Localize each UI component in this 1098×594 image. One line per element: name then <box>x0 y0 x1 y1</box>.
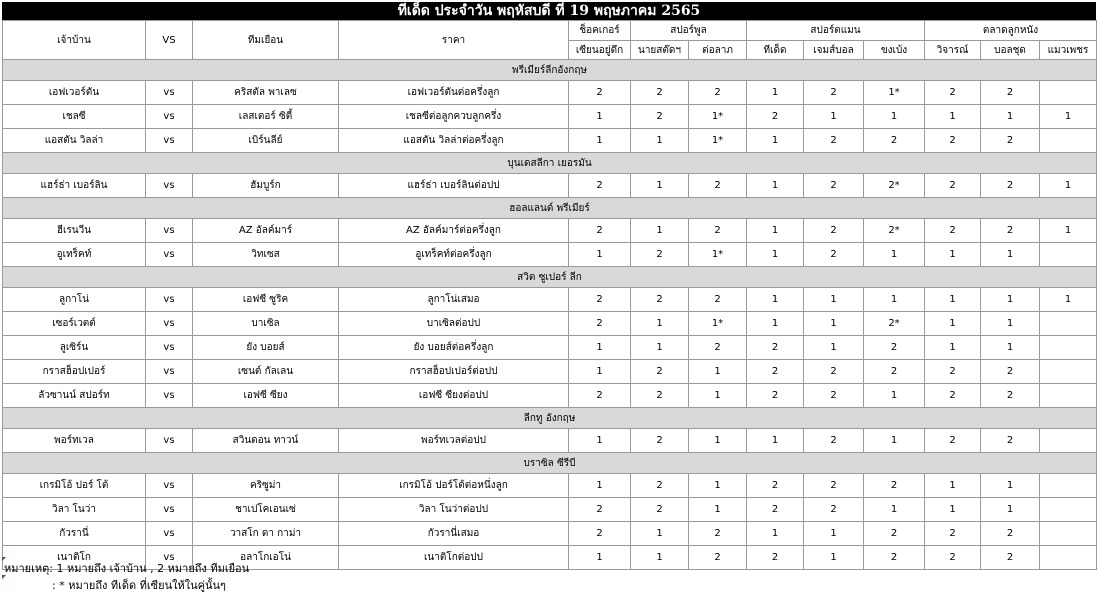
header-price: ราคา <box>339 21 569 60</box>
home-team: ลูกาโน่ <box>3 288 146 312</box>
header-sub: ทีเด็ด <box>747 41 804 60</box>
vs-label: vs <box>146 243 193 267</box>
vs-label: vs <box>146 384 193 408</box>
pick-cell: 2 <box>569 312 631 336</box>
pick-cell: 2 <box>981 174 1040 198</box>
away-team: อลาโกเอโน่ <box>193 546 339 570</box>
pick-cell: 1 <box>981 288 1040 312</box>
pick-cell: 1 <box>689 498 747 522</box>
header-sub: ต่อลาภ <box>689 41 747 60</box>
home-team: ฮีเรนวีน <box>3 219 146 243</box>
vs-label: vs <box>146 429 193 453</box>
pick-cell: 1 <box>864 288 925 312</box>
away-team: ชาเปโคเอนเซ่ <box>193 498 339 522</box>
away-team: ฮัมบูร์ก <box>193 174 339 198</box>
price-line: เชลซีต่อลูกควบลูกครึ่ง <box>339 105 569 129</box>
home-team: กราสฮ็อปเปอร์ <box>3 360 146 384</box>
pick-cell: 2 <box>981 522 1040 546</box>
pick-cell: 1 <box>981 336 1040 360</box>
match-row <box>3 384 1097 408</box>
pick-cell: 2 <box>569 522 631 546</box>
header-sub: เจมส์บอล <box>804 41 864 60</box>
header-home: เจ้าบ้าน <box>3 21 146 60</box>
pick-cell: 2 <box>981 384 1040 408</box>
pick-cell <box>1040 384 1097 408</box>
pick-cell: 1 <box>804 546 864 570</box>
pick-cell: 1 <box>631 129 689 153</box>
away-team: ยัง บอยส์ <box>193 336 339 360</box>
vs-label: vs <box>146 174 193 198</box>
pick-cell: 1 <box>569 429 631 453</box>
away-team: คริสตัล พาเลซ <box>193 81 339 105</box>
pick-cell: 2 <box>981 546 1040 570</box>
pick-cell: 1 <box>864 105 925 129</box>
pick-cell: 1 <box>747 288 804 312</box>
pick-cell: 2 <box>864 336 925 360</box>
pick-cell: 1 <box>804 312 864 336</box>
match-row <box>3 360 1097 384</box>
home-team: เซอร์เวตต์ <box>3 312 146 336</box>
pick-cell: 2 <box>747 384 804 408</box>
vs-label: vs <box>146 81 193 105</box>
pick-cell <box>1040 129 1097 153</box>
home-team: เอฟเวอร์ตัน <box>3 81 146 105</box>
pick-cell: 2 <box>804 360 864 384</box>
pick-cell: 2 <box>631 360 689 384</box>
price-line: พอร์ทเวลต่อปป <box>339 429 569 453</box>
pick-cell: 1 <box>925 474 981 498</box>
pick-cell: 1 <box>1040 288 1097 312</box>
pick-cell: 1 <box>569 360 631 384</box>
price-line: ลูกาโน่เสมอ <box>339 288 569 312</box>
home-team: แฮร์ธ่า เบอร์ลิน <box>3 174 146 198</box>
away-team: เลสเตอร์ ซิตี้ <box>193 105 339 129</box>
match-row <box>3 81 1097 105</box>
home-team: แอสตัน วิลล่า <box>3 129 146 153</box>
pick-cell: 1 <box>925 243 981 267</box>
pick-cell: 1 <box>925 336 981 360</box>
pick-cell: 1 <box>631 336 689 360</box>
pick-cell: 2 <box>925 546 981 570</box>
pick-cell: 2 <box>981 81 1040 105</box>
league-name: ฮอลแลนด์ พรีเมียร์ <box>3 198 1097 219</box>
home-team: ลูเซิร์น <box>3 336 146 360</box>
league-name: บราซิล ซีรีบี <box>3 453 1097 474</box>
pick-cell: 1 <box>981 498 1040 522</box>
pick-cell: 2 <box>689 336 747 360</box>
league-name: บุนเดสลีกา เยอรมัน <box>3 153 1097 174</box>
pick-cell: 2 <box>747 336 804 360</box>
pick-cell: 2 <box>804 429 864 453</box>
pick-cell: 2 <box>925 384 981 408</box>
header-sub: บอลชุด <box>981 41 1040 60</box>
away-team: เบิร์นลีย์ <box>193 129 339 153</box>
note-line-1: หมายเหตุ: 1 หมายถึง เจ้าบ้าน , 2 หมายถึง ทีมเยือน <box>4 562 250 575</box>
pick-cell: 1 <box>925 288 981 312</box>
price-line: AZ อัลค์มาร์ต่อครึ่งลูก <box>339 219 569 243</box>
price-line: เนาติโกต่อปป <box>339 546 569 570</box>
pick-cell <box>1040 546 1097 570</box>
pick-cell: 2 <box>864 474 925 498</box>
pick-cell: 1 <box>747 174 804 198</box>
match-row <box>3 105 1097 129</box>
pick-cell: 2 <box>925 360 981 384</box>
pick-cell: 1 <box>689 384 747 408</box>
pick-cell <box>1040 81 1097 105</box>
match-row <box>3 429 1097 453</box>
match-row <box>3 219 1097 243</box>
pick-cell: 1 <box>804 105 864 129</box>
pick-cell: 2 <box>864 546 925 570</box>
pick-cell: 2 <box>747 360 804 384</box>
match-row <box>3 288 1097 312</box>
pick-cell: 2 <box>631 384 689 408</box>
pick-cell: 2 <box>631 288 689 312</box>
pick-cell: 1 <box>747 312 804 336</box>
pick-cell: 1* <box>689 129 747 153</box>
price-line: แอสตัน วิลล่าต่อครึ่งลูก <box>339 129 569 153</box>
price-line: บาเซิลต่อปป <box>339 312 569 336</box>
pick-cell: 2 <box>864 360 925 384</box>
header-sub: นายสต๊ดฯ <box>631 41 689 60</box>
pick-cell: 1 <box>631 219 689 243</box>
header-group-sportsman: สปอร์ตแมน <box>747 21 925 41</box>
header-sub: วิจารณ์ <box>925 41 981 60</box>
match-row <box>3 474 1097 498</box>
notes <box>4 560 249 594</box>
header-group-sportpool: สปอร์พูล <box>631 21 747 41</box>
price-line: วิลา โนว่าต่อปป <box>339 498 569 522</box>
pick-cell: 2 <box>689 522 747 546</box>
pick-cell: 1 <box>747 243 804 267</box>
pick-cell <box>1040 474 1097 498</box>
pick-cell: 2 <box>804 219 864 243</box>
pick-cell: 1 <box>864 243 925 267</box>
table-body <box>3 21 1097 570</box>
away-team: เอฟซี ซียง <box>193 384 339 408</box>
away-team: วิทเซส <box>193 243 339 267</box>
away-team: AZ อัลค์มาร์ <box>193 219 339 243</box>
pick-cell: 2 <box>689 219 747 243</box>
vs-label: vs <box>146 129 193 153</box>
match-row <box>3 336 1097 360</box>
pick-cell: 2 <box>569 219 631 243</box>
pick-cell: 1 <box>689 429 747 453</box>
pick-cell: 1 <box>1040 105 1097 129</box>
pick-cell <box>1040 243 1097 267</box>
pick-cell: 1 <box>981 243 1040 267</box>
pick-cell: 1* <box>864 81 925 105</box>
pick-cell: 1 <box>804 288 864 312</box>
pick-cell: 1 <box>747 429 804 453</box>
pick-cell <box>1040 336 1097 360</box>
pick-cell: 2 <box>631 429 689 453</box>
pick-cell: 2 <box>864 129 925 153</box>
league-row <box>3 198 1097 219</box>
pick-cell: 2 <box>925 522 981 546</box>
pick-cell: 2 <box>747 546 804 570</box>
pick-cell: 1 <box>981 474 1040 498</box>
pick-cell: 1 <box>569 474 631 498</box>
pick-cell: 2* <box>864 174 925 198</box>
league-row <box>3 60 1097 81</box>
vs-label: vs <box>146 474 193 498</box>
pick-cell: 1 <box>864 429 925 453</box>
pick-cell: 2 <box>981 219 1040 243</box>
away-team: คริซูม่า <box>193 474 339 498</box>
pick-cell: 2* <box>864 219 925 243</box>
home-team: กัวรานี่ <box>3 522 146 546</box>
league-row <box>3 153 1097 174</box>
pick-cell: 2 <box>569 498 631 522</box>
match-row <box>3 174 1097 198</box>
vs-label: vs <box>146 522 193 546</box>
match-row <box>3 498 1097 522</box>
price-line: เอฟเวอร์ตันต่อครึ่งลูก <box>339 81 569 105</box>
pick-cell: 2 <box>981 360 1040 384</box>
pick-cell: 1 <box>1040 219 1097 243</box>
pick-cell: 2 <box>569 384 631 408</box>
league-name: สวิต ซูเปอร์ ลีก <box>3 267 1097 288</box>
price-line: กราสฮ็อปเปอร์ต่อปป <box>339 360 569 384</box>
pick-cell: 2 <box>631 105 689 129</box>
pick-cell: 2 <box>689 174 747 198</box>
league-row <box>3 408 1097 429</box>
pick-cell: 1 <box>631 174 689 198</box>
price-line: แฮร์ธ่า เบอร์ลินต่อปป <box>339 174 569 198</box>
away-team: สวินดอน ทาวน์ <box>193 429 339 453</box>
pick-cell: 2 <box>747 474 804 498</box>
league-row <box>3 453 1097 474</box>
pick-cell <box>1040 312 1097 336</box>
vs-label: vs <box>146 288 193 312</box>
pick-cell: 1* <box>689 312 747 336</box>
pick-cell: 1 <box>569 336 631 360</box>
pick-cell: 2 <box>981 429 1040 453</box>
header-sub: ขงเบ้ง <box>864 41 925 60</box>
away-team: วาสโก ดา กาม่า <box>193 522 339 546</box>
pick-cell: 1 <box>864 498 925 522</box>
home-team: เนาติโก <box>3 546 146 570</box>
pick-cell: 2 <box>689 288 747 312</box>
pick-cell: 2 <box>569 174 631 198</box>
pick-cell: 1* <box>689 243 747 267</box>
pick-cell: 1 <box>804 336 864 360</box>
pick-cell: 1 <box>925 312 981 336</box>
pick-cell: 1 <box>747 219 804 243</box>
pick-cell: 1 <box>631 312 689 336</box>
header-row-1 <box>3 21 1097 41</box>
header-away: ทีมเยือน <box>193 21 339 60</box>
match-row <box>3 312 1097 336</box>
league-name: ลีกทู อังกฤษ <box>3 408 1097 429</box>
pick-cell: 2 <box>569 81 631 105</box>
header-group-talad: ตลาดลูกหนัง <box>925 21 1097 41</box>
pick-cell: 1 <box>804 522 864 546</box>
match-row <box>3 243 1097 267</box>
pick-cell <box>1040 429 1097 453</box>
pick-cell: 2 <box>747 498 804 522</box>
pick-cell: 2 <box>747 105 804 129</box>
home-team: วิลา โนว่า <box>3 498 146 522</box>
pick-cell: 2 <box>804 129 864 153</box>
pick-cell: 1 <box>981 312 1040 336</box>
pick-cell <box>1040 522 1097 546</box>
pick-cell: 1 <box>747 129 804 153</box>
page-title: ทีเด็ด ประจำวัน พฤหัสบดี ที่ 19 พฤษภาคม 2565 <box>2 2 1096 20</box>
away-team: บาเซิล <box>193 312 339 336</box>
vs-label: vs <box>146 498 193 522</box>
pick-cell: 2 <box>689 81 747 105</box>
pick-cell: 1 <box>569 129 631 153</box>
pick-cell: 1* <box>689 105 747 129</box>
pick-cell: 1 <box>747 522 804 546</box>
pick-cell: 1 <box>631 522 689 546</box>
pick-cell: 2 <box>804 81 864 105</box>
pick-cell: 1 <box>631 546 689 570</box>
tips-table <box>2 20 1097 570</box>
pick-cell: 2 <box>804 174 864 198</box>
league-name: พรีเมียร์ลีกอังกฤษ <box>3 60 1097 81</box>
vs-label: vs <box>146 546 193 570</box>
pick-cell: 2 <box>804 474 864 498</box>
price-line: ยัง บอยส์ต่อครึ่งลูก <box>339 336 569 360</box>
pick-cell: 2 <box>804 384 864 408</box>
header-group-shocker: ช็อคเกอร์ <box>569 21 631 41</box>
pick-cell: 1 <box>569 243 631 267</box>
pick-cell: 2 <box>631 81 689 105</box>
pick-cell: 2 <box>864 522 925 546</box>
home-team: พอร์ทเวล <box>3 429 146 453</box>
home-team: เชลซี <box>3 105 146 129</box>
pick-cell: 2 <box>689 546 747 570</box>
price-line: กัวรานี่เสมอ <box>339 522 569 546</box>
pick-cell: 2 <box>925 81 981 105</box>
away-team: เซนต์ กัลเลน <box>193 360 339 384</box>
price-line: เอฟซี ซียงต่อปป <box>339 384 569 408</box>
pick-cell: 1 <box>864 384 925 408</box>
header-vs: VS <box>146 21 193 60</box>
pick-cell: 2 <box>569 288 631 312</box>
pick-cell <box>1040 498 1097 522</box>
vs-label: vs <box>146 219 193 243</box>
pick-cell: 1 <box>925 498 981 522</box>
pick-cell <box>1040 360 1097 384</box>
price-line: อูเทร็คท์ต่อครึ่งลูก <box>339 243 569 267</box>
pick-cell: 2 <box>925 219 981 243</box>
match-row <box>3 522 1097 546</box>
pick-cell: 2 <box>631 474 689 498</box>
pick-cell: 2 <box>981 129 1040 153</box>
header-sub: แมวเพชร <box>1040 41 1097 60</box>
pick-cell: 2 <box>925 129 981 153</box>
pick-cell: 1 <box>1040 174 1097 198</box>
home-team: เกรมิโอ้ ปอร์ โต้ <box>3 474 146 498</box>
pick-cell: 1 <box>569 105 631 129</box>
vs-label: vs <box>146 360 193 384</box>
league-row <box>3 267 1097 288</box>
pick-cell: 2 <box>804 498 864 522</box>
vs-label: vs <box>146 105 193 129</box>
pick-cell: 2 <box>925 174 981 198</box>
pick-cell: 2 <box>925 429 981 453</box>
home-team: อูเทร็คท์ <box>3 243 146 267</box>
pick-cell: 1 <box>689 360 747 384</box>
note-line-2: : * หมายถึง ทีเด็ด ที่เซียนให้ในคู่นั้นๆ <box>52 579 226 592</box>
pick-cell: 1 <box>569 546 631 570</box>
pick-cell: 2 <box>804 243 864 267</box>
pick-cell: 1 <box>925 105 981 129</box>
away-team: เอฟซี ซูริค <box>193 288 339 312</box>
home-team: ลัวซานน์ สปอร์ท <box>3 384 146 408</box>
price-line: เกรมิโอ้ ปอร์โต้ต่อหนึ่งลูก <box>339 474 569 498</box>
pick-cell: 1 <box>689 474 747 498</box>
pick-cell: 2 <box>631 498 689 522</box>
pick-cell: 2* <box>864 312 925 336</box>
match-row <box>3 129 1097 153</box>
header-sub: เซียนอยู่ดึก <box>569 41 631 60</box>
pick-cell: 1 <box>747 81 804 105</box>
vs-label: vs <box>146 336 193 360</box>
pick-cell: 2 <box>631 243 689 267</box>
vs-label: vs <box>146 312 193 336</box>
pick-cell: 1 <box>981 105 1040 129</box>
